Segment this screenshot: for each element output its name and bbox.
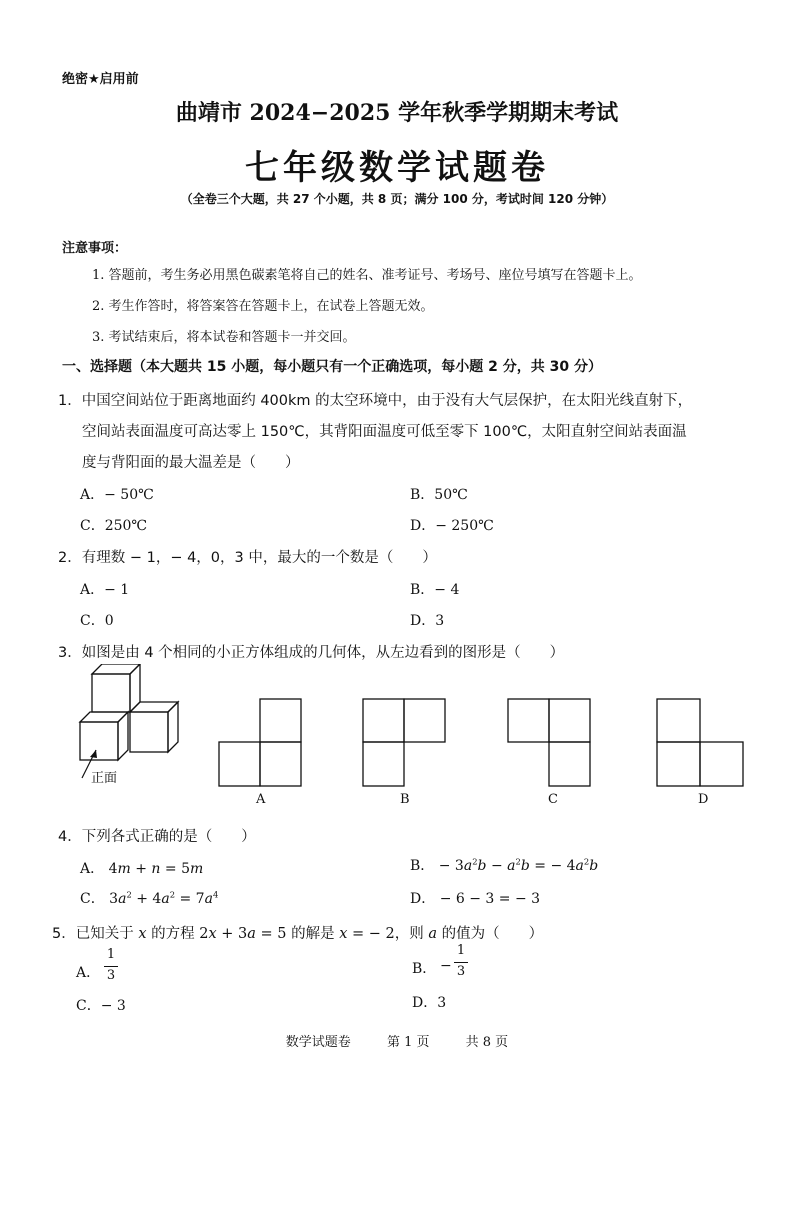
option-d-expression: − 6 − 3 = − 3 bbox=[439, 891, 541, 907]
question-1-option-c: C．250℃ bbox=[80, 518, 148, 534]
notice-title: 注意事项： bbox=[62, 241, 128, 256]
question-4-option-a: A． 4m + n = 5m bbox=[80, 861, 204, 877]
minus-sign: − bbox=[440, 958, 452, 974]
footer-total-pages: 共 8 页 bbox=[465, 1035, 509, 1050]
paper-title: 七年级数学试题卷 bbox=[245, 148, 549, 188]
question-1-option-b: B．50℃ bbox=[410, 487, 468, 503]
question-3-figure-a bbox=[218, 698, 304, 788]
question-4-option-d bbox=[410, 888, 540, 908]
question-5-option-c: C．− 3 bbox=[76, 998, 126, 1014]
exam-info: （全卷三个大题，共 27 个小题，共 8 页；满分 100 分，考试时间 120 分钟） bbox=[180, 192, 614, 206]
fraction-b-denominator: 3 bbox=[456, 964, 466, 979]
question-1-option-a: A．− 50℃ bbox=[80, 487, 154, 503]
option-a-label: A． bbox=[80, 861, 105, 877]
question-3-stem: 3．如图是由 4 个相同的小正方体组成的几何体，从左边看到的图形是（ ） bbox=[58, 645, 565, 661]
figure-b-label: B bbox=[400, 792, 410, 807]
question-5-stem: 5．已知关于 x 的方程 2x + 3a = 5 的解是 x = − 2，则 a 的值为（ ） bbox=[52, 926, 544, 942]
figure-d-label: D bbox=[698, 792, 709, 807]
cube-figure bbox=[70, 664, 190, 784]
question-5-option-d: D．3 bbox=[412, 995, 447, 1011]
notice-item-3: 3. 考试结束后，将本试卷和答题卡一并交回。 bbox=[92, 330, 356, 345]
question-3-figure-d bbox=[656, 698, 746, 788]
question-2-option-c: C．0 bbox=[80, 613, 114, 629]
question-1-option-d: D．− 250℃ bbox=[410, 518, 494, 534]
exam-title: 曲靖市 2024−2025 学年秋季学期期末考试 bbox=[175, 100, 619, 126]
question-2-option-a: A．− 1 bbox=[80, 582, 130, 598]
question-1-line-1: 1．中国空间站位于距离地面约 400km 的太空环境中，由于没有大气层保护，在太阳光线直射下， bbox=[58, 393, 693, 409]
question-1-line-3: 度与背阳面的最大温差是（ ） bbox=[82, 455, 300, 471]
fraction-b-bar bbox=[454, 962, 468, 963]
section-title: 一、选择题（本大题共 15 小题，每小题只有一个正确选项，每小题 2 分，共 30 分） bbox=[62, 359, 602, 375]
footer-paper-name: 数学试题卷 bbox=[285, 1035, 351, 1050]
fraction-a-denominator: 3 bbox=[106, 968, 116, 983]
question-2-option-b: B．− 4 bbox=[410, 582, 460, 598]
front-label: 正面 bbox=[91, 771, 118, 786]
fraction-a-numerator: 1 bbox=[106, 947, 116, 962]
fraction-a-bar bbox=[104, 966, 118, 967]
fraction-b-numerator: 1 bbox=[456, 943, 466, 958]
confidential-mark: 绝密★启用前 bbox=[62, 72, 139, 87]
figure-c-label: C bbox=[548, 792, 558, 807]
question-5-option-a-label: A． bbox=[76, 965, 101, 981]
question-2-option-d: D．3 bbox=[410, 613, 445, 629]
question-5-option-b-label: B． bbox=[412, 961, 437, 977]
option-d-label: D． bbox=[410, 891, 436, 907]
option-b-label: B． bbox=[410, 858, 435, 874]
figure-a-label: A bbox=[256, 792, 266, 807]
notice-item-1: 1. 答题前，考生务必用黑色碳素笔将自己的姓名、准考证号、考场号、座位号填写在答题卡上。 bbox=[92, 268, 642, 283]
notice-item-2: 2. 考生作答时，将答案答在答题卡上，在试卷上答题无效。 bbox=[92, 299, 434, 314]
question-4-option-b: B． − $3a^2b - a^2b$ = − $4a^2b$ bbox=[410, 856, 599, 874]
footer-page-number: 第 1 页 bbox=[386, 1035, 430, 1050]
option-c-label: C． bbox=[80, 891, 105, 907]
page-footer bbox=[0, 1031, 794, 1050]
question-1-line-2: 空间站表面温度可高达零上 150℃，其背阳面温度可低至零下 100℃，太阳直射空间站表面温 bbox=[82, 424, 687, 440]
question-2-stem: 2．有理数 − 1，− 4，0，3 中，最大的一个数是（ ） bbox=[58, 550, 437, 566]
question-4-stem: 4．下列各式正确的是（ ） bbox=[58, 829, 256, 845]
question-4-option-c: C． $3a^2 + 4a^2 = 7a^4$ bbox=[80, 889, 219, 907]
question-3-figure-c bbox=[507, 698, 593, 788]
question-3-figure-b bbox=[362, 698, 448, 788]
